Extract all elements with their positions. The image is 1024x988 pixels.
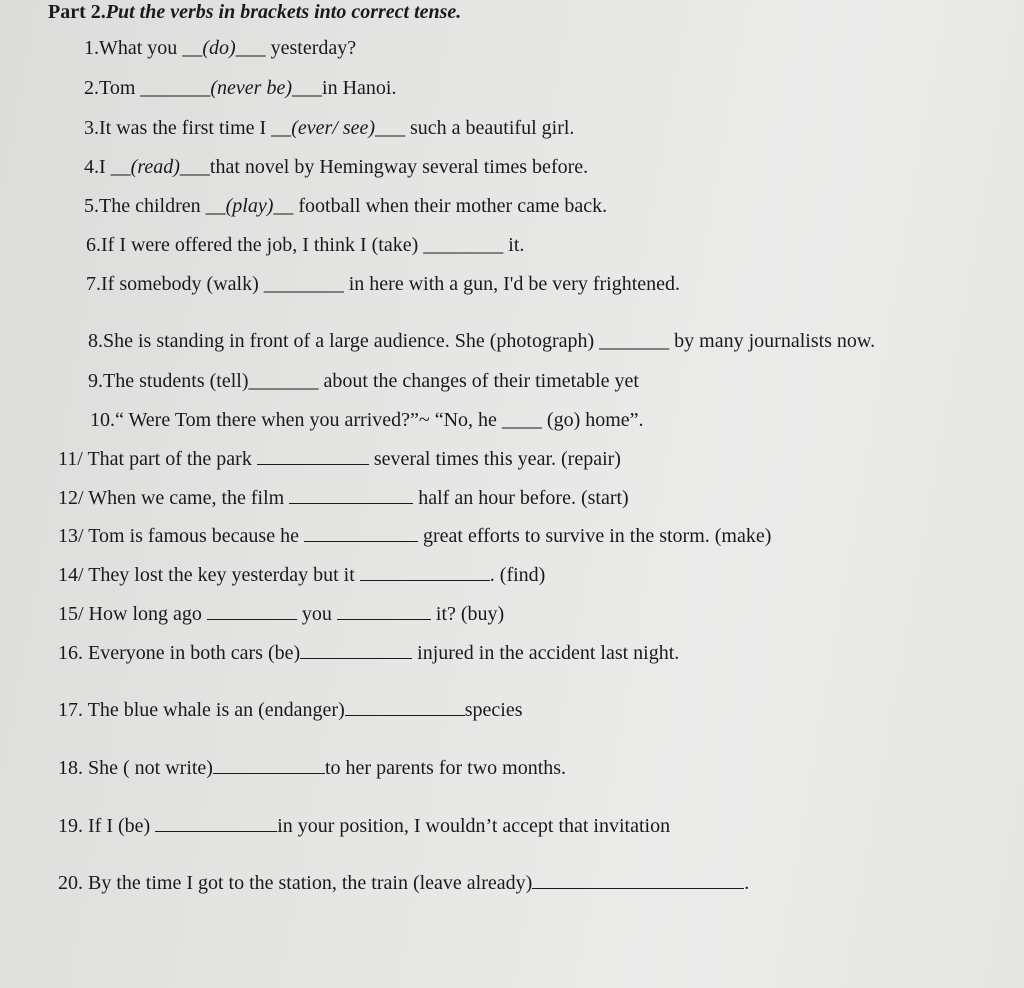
part-heading [48,0,461,24]
instruction-text: Put the verbs in brackets into correct tense. [105,1,462,23]
answer-blank[interactable] [360,564,490,581]
question-19: 19. If I (be) in your position, I wouldn’t accept that invitation [58,815,671,837]
question-7: 7.If somebody (walk) ________ in here with a gun, I'd be very frightened. [86,273,681,295]
question-17: 17. The blue whale is an (endanger) species [58,699,523,721]
answer-blank[interactable] [207,603,297,620]
question-8: 8.She is standing in front of a large audience. She (photograph) _______ by many journalists now. [88,330,876,352]
verb-hint: (read) [130,156,180,178]
question-4: 4.I __(read)___that novel by Hemingway several times before. [84,156,589,178]
question-13: 13/ Tom is famous because he great efforts to survive in the storm. (make) [58,525,772,547]
answer-blank[interactable] [257,448,369,465]
question-12: 12/ When we came, the film half an hour before. (start) [58,487,629,509]
question-20: 20. By the time I got to the station, the train (leave already) . [58,872,750,894]
answer-blank[interactable] [289,487,413,504]
question-6: 6.If I were offered the job, I think I (take) ________ it. [86,234,525,256]
question-16: 16. Everyone in both cars (be) injured in the accident last night. [58,642,680,664]
verb-hint: (never be) [210,77,293,99]
question-1: 1.What you __(do)___ yesterday? [84,37,357,59]
verb-hint: (play) [225,195,274,217]
answer-blank[interactable] [300,642,412,659]
question-9: 9.The students (tell)_______ about the changes of their timetable yet [88,370,639,392]
question-5: 5.The children __(play)__ football when their mother came back. [84,195,608,217]
verb-hint: (ever/ see) [291,117,376,139]
answer-blank[interactable] [213,757,325,774]
answer-blank[interactable] [337,603,431,620]
answer-blank[interactable] [155,815,277,832]
question-18: 18. She ( not write) to her parents for two months. [58,757,567,779]
question-15: 15/ How long ago you it? (buy) [58,603,505,625]
question-3: 3.It was the first time I __(ever/ see)___ such a beautiful girl. [84,117,575,139]
part-label: Part 2. [48,1,106,23]
question-11: 11/ That part of the park several times this year. (repair) [58,448,621,470]
question-14: 14/ They lost the key yesterday but it . (find) [58,564,546,586]
question-10: 10.“ Were Tom there when you arrived?”~ “No, he ____ (go) home”. [90,409,644,431]
question-2: 2.Tom _______(never be)___in Hanoi. [84,77,397,99]
answer-blank[interactable] [532,872,744,889]
answer-blank[interactable] [345,699,465,716]
verb-hint: (do) [202,37,236,59]
answer-blank[interactable] [304,525,418,542]
